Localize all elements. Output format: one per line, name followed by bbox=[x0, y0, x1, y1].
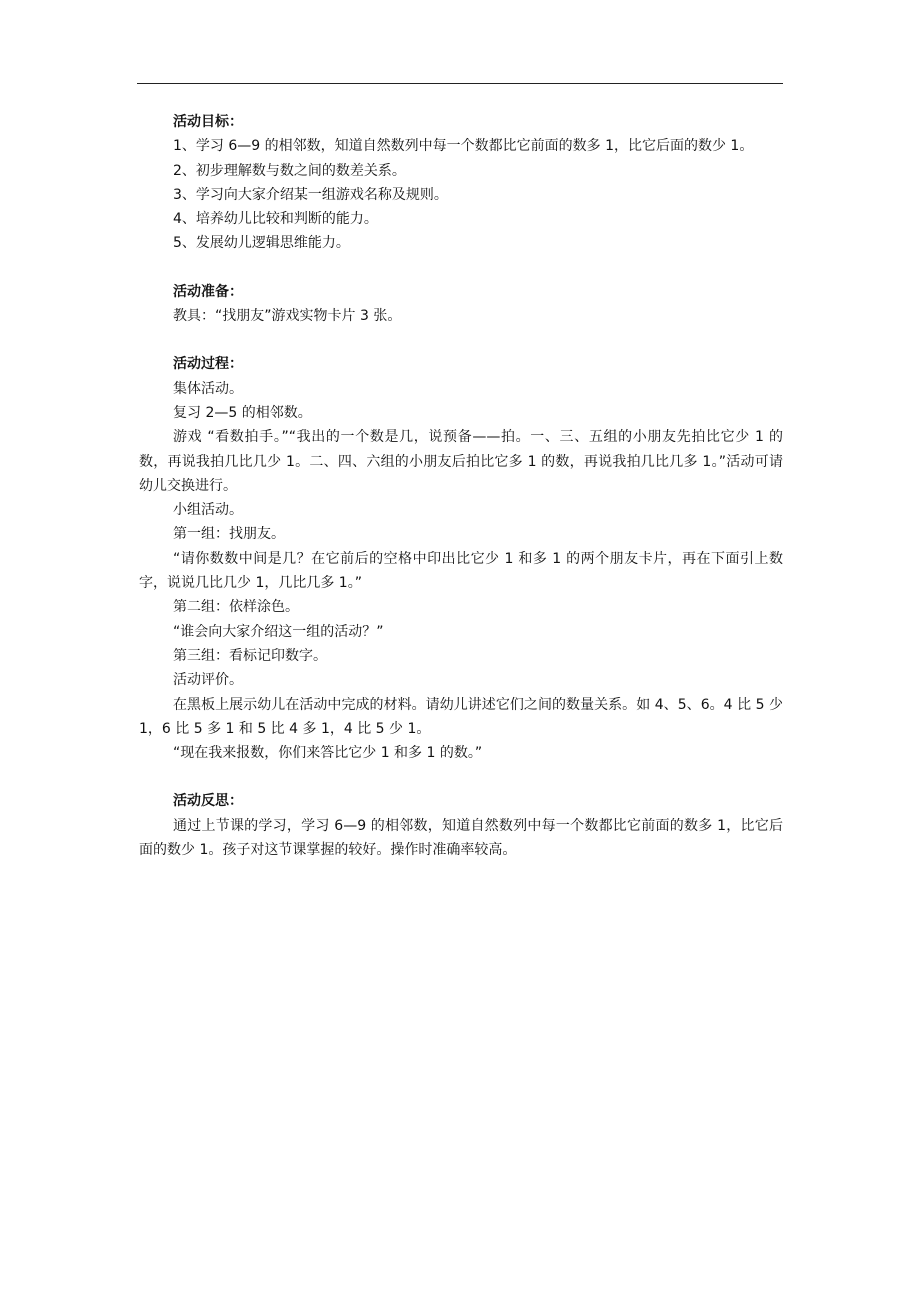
paragraph: 小组活动。 bbox=[173, 502, 243, 519]
paragraph: 第二组：依样涂色。 bbox=[173, 599, 299, 616]
section-objectives bbox=[139, 110, 783, 256]
section-heading: 活动目标： bbox=[173, 114, 243, 130]
paragraph: 游戏 “看数拍手。”“我出的一个数是几，说预备——拍。一、三、五组的小朋友先拍比它少 1 的数，再说我拍几比几少 1。二、四、六组的小朋友后拍比它多 1 的数，再说我拍几比几多 1。”活动可请幼儿交换进行。 bbox=[139, 429, 783, 494]
section-process bbox=[139, 352, 783, 765]
paragraph: “谁会向大家介绍这一组的活动？” bbox=[173, 623, 384, 640]
section-preparation bbox=[139, 280, 783, 329]
paragraph: 集体活动。 bbox=[173, 380, 243, 397]
paragraph: 教具：“找朋友”游戏实物卡片 3 张。 bbox=[173, 308, 402, 325]
paragraph: 活动评价。 bbox=[173, 672, 243, 689]
section-heading: 活动反思： bbox=[173, 793, 243, 810]
section-heading: 活动准备： bbox=[173, 283, 243, 300]
paragraph: 1、学习 6—9 的相邻数，知道自然数列中每一个数都比它前面的数多 1，比它后面的数少 1。 bbox=[173, 138, 754, 155]
section-reflection bbox=[139, 789, 783, 862]
paragraph: 2、初步理解数与数之间的数差关系。 bbox=[173, 162, 406, 179]
paragraph: 第一组：找朋友。 bbox=[173, 526, 285, 543]
paragraph: 复习 2—5 的相邻数。 bbox=[173, 404, 312, 421]
header-rule bbox=[137, 83, 783, 84]
paragraph: 第三组：看标记印数字。 bbox=[173, 647, 327, 664]
paragraph: 在黑板上展示幼儿在活动中完成的材料。请幼儿讲述它们之间的数量关系。如 4、5、6。4 比 5 少 1，6 比 5 多 1 和 5 比 4 多 1，4 比 5 少 1。 bbox=[139, 696, 783, 737]
paragraph: “请你数数中间是几？在它前后的空格中印出比它少 1 和多 1 的两个朋友卡片，再在下面引上数字，说说几比几少 1，几比几多 1。” bbox=[139, 550, 783, 592]
paragraph: “现在我来报数，你们来答比它少 1 和多 1 的数。” bbox=[173, 745, 483, 762]
document-body bbox=[139, 110, 783, 862]
section-heading: 活动过程： bbox=[173, 356, 243, 373]
paragraph: 4、培养幼儿比较和判断的能力。 bbox=[173, 211, 378, 228]
paragraph: 通过上节课的学习，学习 6—9 的相邻数，知道自然数列中每一个数都比它前面的数多 1，比它后面的数少 1。孩子对这节课掌握的较好。操作时准确率较高。 bbox=[139, 817, 783, 859]
paragraph: 5、发展幼儿逻辑思维能力。 bbox=[173, 235, 350, 252]
paragraph: 3、学习向大家介绍某一组游戏名称及规则。 bbox=[173, 186, 448, 203]
